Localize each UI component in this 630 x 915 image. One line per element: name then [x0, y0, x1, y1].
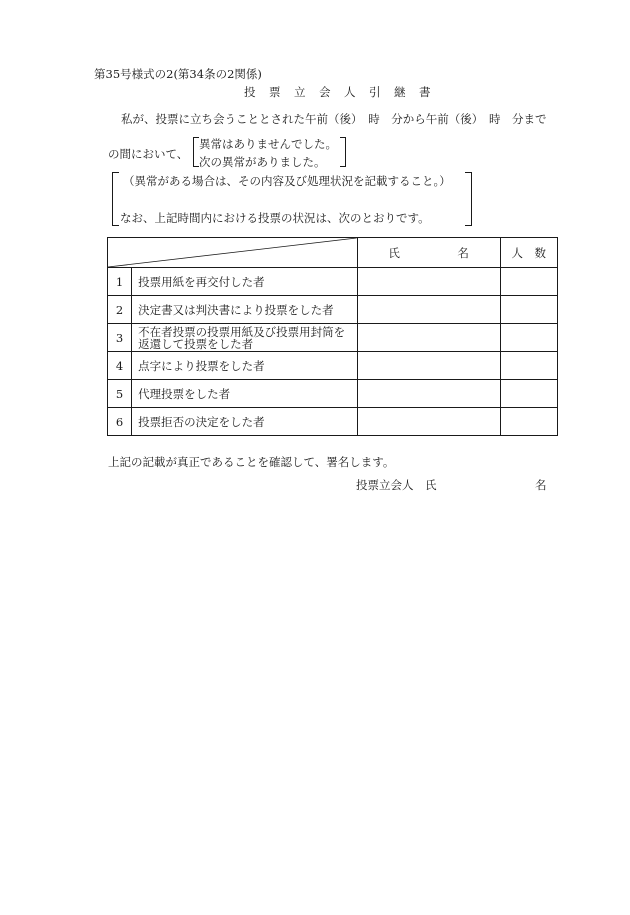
table-row	[108, 296, 558, 324]
header-diagonal-cell	[108, 238, 358, 268]
row-count-cell[interactable]	[500, 324, 557, 352]
document-title: 投 票 立 会 人 引 継 書	[244, 85, 432, 99]
row-description	[132, 324, 358, 352]
table-row	[108, 268, 558, 296]
table-row	[108, 408, 558, 436]
row-name-cell[interactable]	[357, 268, 500, 296]
table-header-row	[108, 238, 558, 268]
row-number: 3	[108, 324, 132, 352]
row-count-cell[interactable]	[500, 296, 557, 324]
period-prefix: の間において、	[108, 147, 189, 161]
anomaly-note: （異常がある場合は、その内容及び処理状況を記載すること。）	[123, 174, 451, 188]
signature-suffix: 名	[535, 478, 547, 492]
note-bracket-right	[465, 172, 472, 226]
row-count-cell[interactable]	[500, 268, 557, 296]
option-anomaly: 次の異常がありました。	[199, 155, 326, 169]
row-description: 決定書又は判決書により投票をした者	[132, 296, 358, 324]
row-description: 投票拒否の決定をした者	[132, 408, 358, 436]
row-name-cell[interactable]	[357, 296, 500, 324]
voting-status-table	[107, 237, 558, 436]
status-note: なお、上記時間内における投票の状況は、次のとおりです。	[120, 211, 430, 225]
row-description: 代理投票をした者	[132, 380, 358, 408]
row-number: 5	[108, 380, 132, 408]
row-number: 4	[108, 352, 132, 380]
note-bracket-left	[112, 172, 119, 226]
table-row	[108, 380, 558, 408]
signature-label: 投票立会人 氏	[356, 478, 437, 492]
row-name-cell[interactable]	[357, 324, 500, 352]
header-name: 氏 名	[357, 238, 500, 268]
row-number: 2	[108, 296, 132, 324]
table-row	[108, 352, 558, 380]
diagonal-line	[108, 238, 357, 267]
options-bracket-right	[340, 137, 346, 167]
table-row	[108, 324, 558, 352]
option-no-anomaly: 異常はありませんでした。	[199, 137, 337, 151]
row-count-cell[interactable]	[500, 380, 557, 408]
row-description: 点字により投票をした者	[132, 352, 358, 380]
row-count-cell[interactable]	[500, 408, 557, 436]
form-id: 第35号様式の2(第34条の2関係)	[94, 67, 262, 81]
confirmation-text: 上記の記載が真正であることを確認して、署名します。	[108, 455, 395, 469]
header-count: 人 数	[500, 238, 557, 268]
row-count-cell[interactable]	[500, 352, 557, 380]
row-number: 6	[108, 408, 132, 436]
row-name-cell[interactable]	[357, 380, 500, 408]
intro-line: 私が、投票に立ち会うこととされた午前（後） 時 分から午前（後） 時 分まで	[121, 112, 547, 126]
row-description-text: 不在者投票の投票用紙及び投票用封筒を返還して投票をした者	[138, 324, 346, 351]
row-number: 1	[108, 268, 132, 296]
row-description: 投票用紙を再交付した者	[132, 268, 358, 296]
row-name-cell[interactable]	[357, 352, 500, 380]
row-name-cell[interactable]	[357, 408, 500, 436]
